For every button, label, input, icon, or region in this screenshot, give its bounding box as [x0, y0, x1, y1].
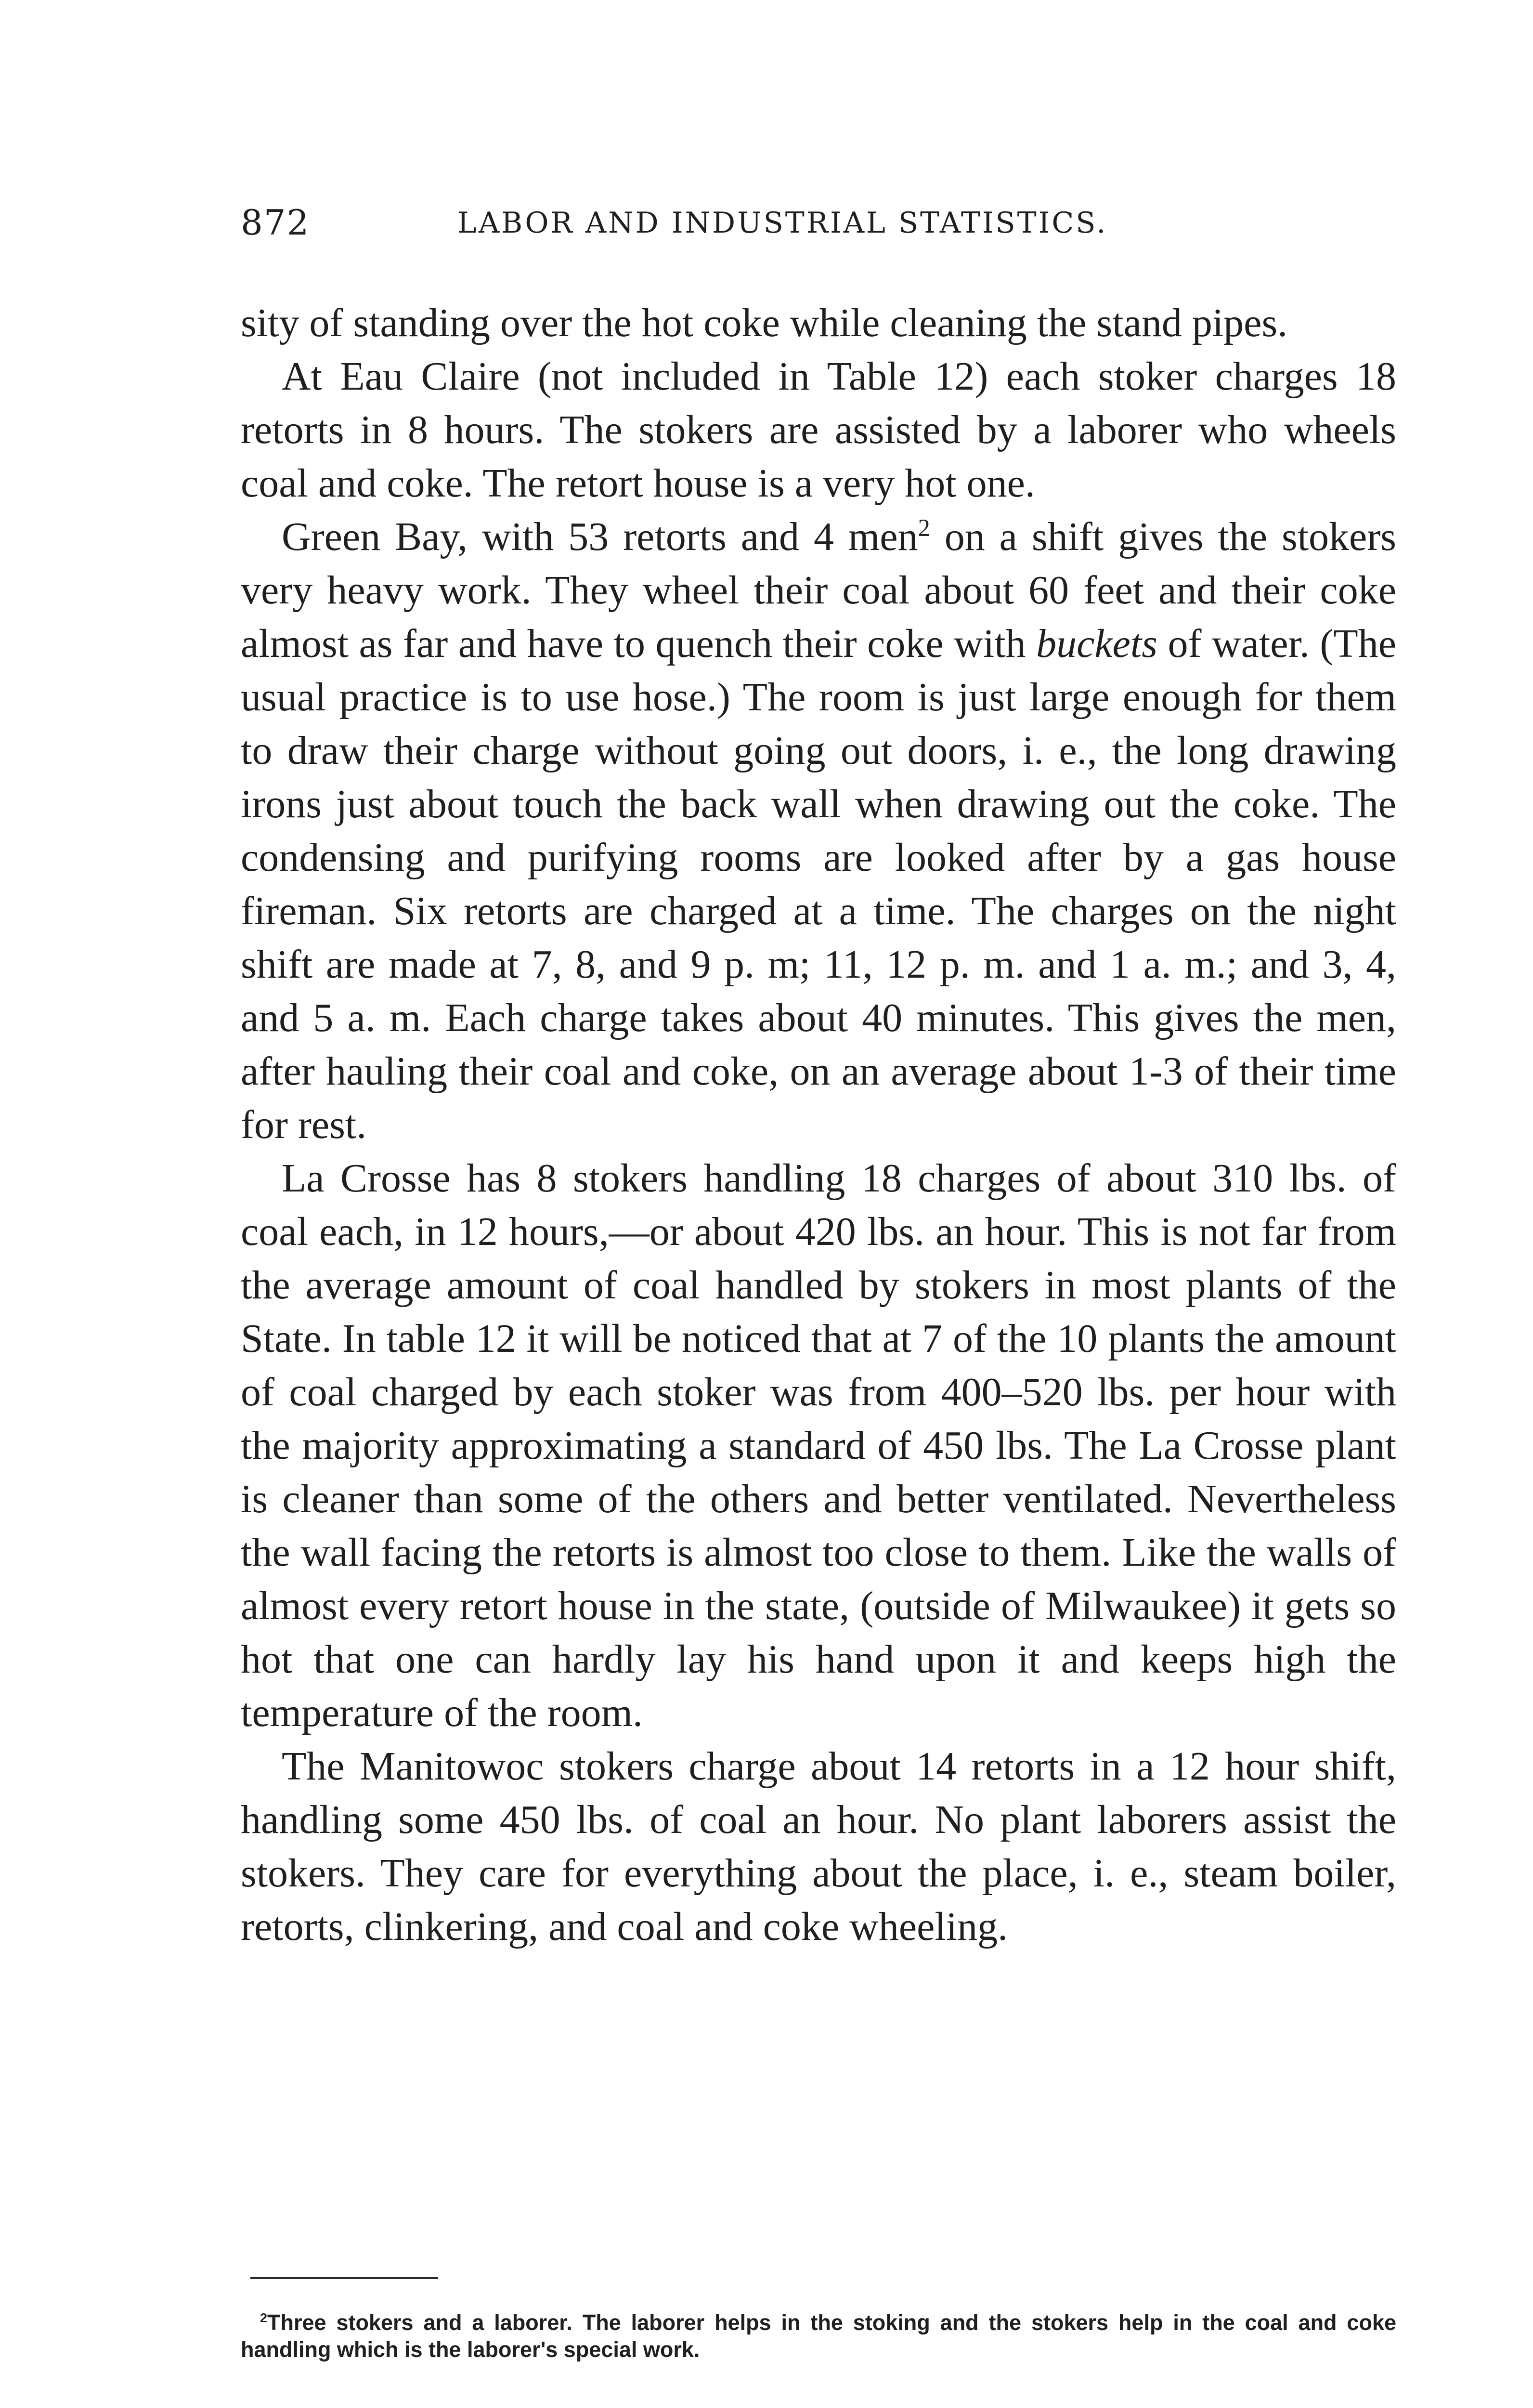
- green-bay-text-start: Green Bay, with 53 retorts and 4 men: [282, 514, 918, 559]
- paragraph-manitowoc: The Manitowoc stokers charge about 14 retorts in a 12 hour shift, handling some 450 lbs. of coal an hour. No plant laborers assist the stokers. They care for everything about the place, i. e., steam boiler, retorts, clinkering, and coal and coke wheeling.: [241, 1744, 1396, 1949]
- running-title: LABOR AND INDUSTRIAL STATISTICS.: [457, 206, 1108, 240]
- footnote-divider: [250, 2277, 438, 2279]
- footnote-marker: 2: [260, 2311, 268, 2325]
- emphasis-buckets: buckets: [1036, 621, 1157, 666]
- footnote: [241, 2309, 1396, 2363]
- body-text: [241, 296, 1396, 1953]
- green-bay-text-middle: on a shift gives the stokers very heavy work. They wheel their coal about 60 feet and their coke almost as far and have to quench their coke with: [241, 514, 1396, 666]
- paragraph-la-crosse: La Crosse has 8 stokers handling 18 charges of about 310 lbs. of coal each, in 12 hours,—or about 420 lbs. an hour. This is not far from the average amount of coal handled by stokers in most plants of the State. In table 12 it will be noticed that at 7 of the 10 plants the amount of coal charged by each stoker was from 400–520 lbs. per hour with the majority approximating a standard of 450 lbs. The La Crosse plant is cleaner than some of the others and better ventilated. Nevertheless the wall facing the retorts is almost too close to them. Like the walls of almost every retort house in the state, (outside of Milwaukee) it gets so hot that one can hardly lay his hand upon it and keeps high the temperature of the room.: [241, 1156, 1396, 1735]
- paragraph-green-bay: [241, 510, 1396, 1152]
- page-number: 872: [241, 202, 310, 243]
- footnote-text: Three stokers and a laborer. The laborer helps in the stoking and the stokers help in the coal and coke handling which is the laborer's special work.: [241, 2310, 1396, 2362]
- paragraph-continuation: sity of standing over the hot coke while cleaning the stand pipes.: [241, 301, 1288, 345]
- footnote-reference: 2: [918, 514, 930, 541]
- page-header: [241, 202, 1396, 250]
- paragraph-eau-claire: At Eau Claire (not included in Table 12) each stoker charges 18 retorts in 8 hours. The stokers are assisted by a laborer who wheels coal and coke. The retort house is a very hot one.: [241, 354, 1396, 506]
- green-bay-text-end: of water. (The usual practice is to use hose.) The room is just large enough for them to draw their charge without going out doors, i. e., the long drawing irons just about touch the back wall when drawing out the coke. The condensing and purifying rooms are looked after by a gas house fireman. Six retorts are charged at a time. The charges on the night shift are made at 7, 8, and 9 p. m; 11, 12 p. m. and 1 a. m.; and 3, 4, and 5 a. m. Each charge takes about 40 minutes. This gives the men, after hauling their coal and coke, on an average about 1-3 of their time for rest.: [241, 621, 1396, 1147]
